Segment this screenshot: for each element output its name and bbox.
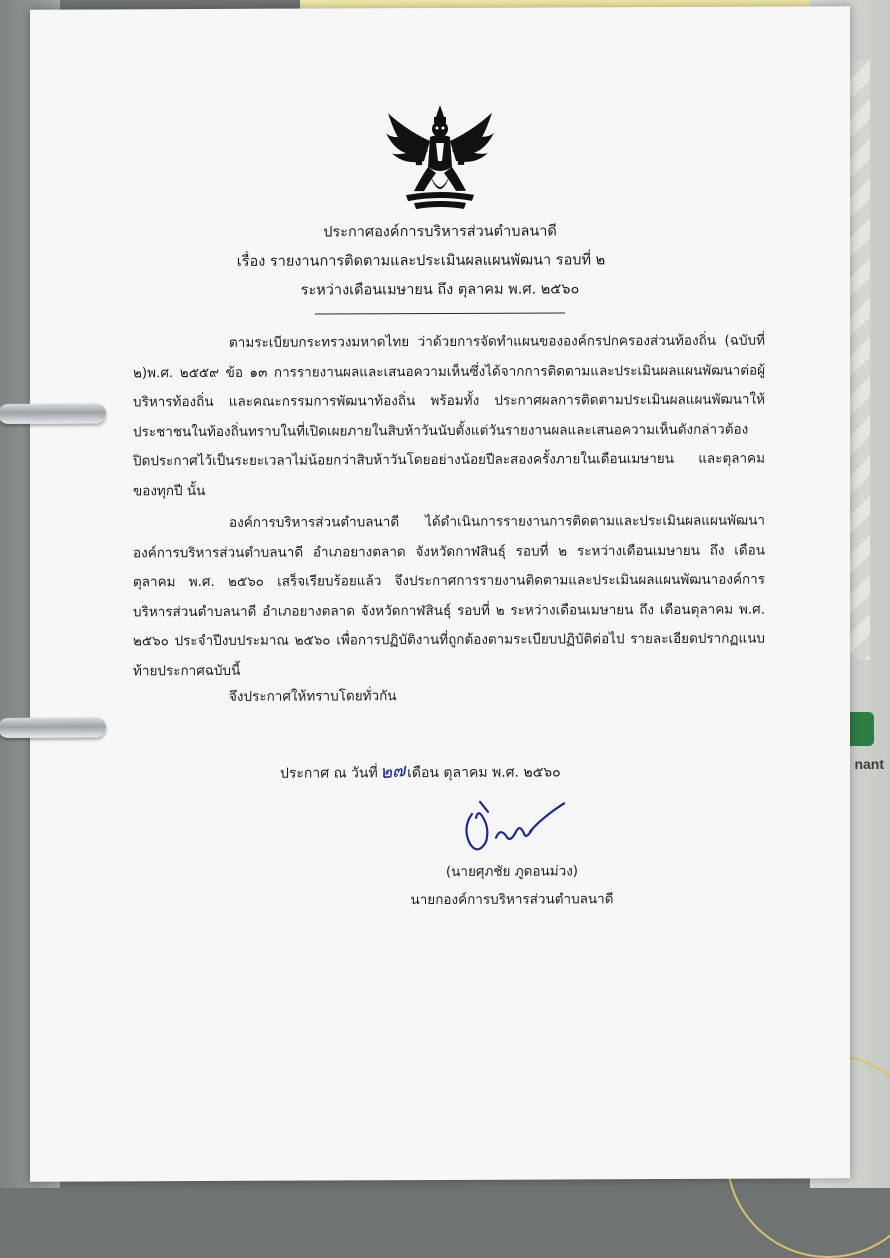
- binder-ring-bottom: [0, 717, 106, 737]
- date-day-handwritten: ๒๗: [378, 759, 407, 784]
- background-logo-icon: [846, 712, 874, 746]
- paragraph-2-text: องค์การบริหารส่วนตำบลนาดี ได้ดำเนินการรายงานการติดตามและประเมินผลแผนพัฒนาองค์การบริหารส่วนตำบลนาดี อำเภอยางตลาด จังหวัดกาฬสินธุ์ รอบที่ ๒ ระหว่างเดือนเมษายน ถึง เดือนตุลาคม พ.ศ. ๒๕๖๐ เสร็จเรียบร้อยแล้ว จึงประกาศการรายงานติดตามและประเมินผลแผนพัฒนาองค์การบริหารส่วนตำบลนาดี อำเภอยางตลาด จังหวัดกาฬสินธุ์ รอบที่ ๒ ระหว่างเดือนเมษายน ถึง เดือนตุลาคม พ.ศ. ๒๕๖๐ ประจำปีงบประมาณ ๒๕๖๐ เพื่อการปฏิบัติงานที่ถูกต้องตามระเบียบปฏิบัติต่อไป รายละเอียดปรากฏแนบท้ายประกาศฉบับนี้: [133, 512, 765, 679]
- background-stray-text: nant: [854, 756, 884, 772]
- heading-period: ระหว่างเดือนเมษายน ถึง ตุลาคม พ.ศ. ๒๕๖๐: [300, 281, 580, 299]
- heading-divider: [315, 312, 565, 314]
- binder-ring-top: [0, 403, 106, 423]
- document-sheet: [30, 6, 850, 1182]
- heading-issuer: ประกาศองค์การบริหารส่วนตำบลนาดี: [323, 223, 557, 241]
- body-paragraph-1: [133, 327, 765, 507]
- signatory-block: [392, 857, 632, 914]
- closing-statement: จึงประกาศให้ทราบโดยทั่วกัน: [229, 688, 397, 705]
- announcement-date: [280, 755, 561, 785]
- date-prefix: ประกาศ ณ วันที่: [280, 765, 378, 782]
- heading-subject: เรื่อง รายงานการติดตามและประเมินผลแผนพัฒนา รอบที่ ๒: [236, 252, 606, 270]
- garuda-emblem-icon: [384, 103, 496, 213]
- announcement-heading: [30, 216, 850, 316]
- paragraph-1-text: ตามระเบียบกระทรวงมหาดไทย ว่าด้วยการจัดทำแผนขององค์กรปกครองส่วนท้องถิ่น (ฉบับที่ ๒)พ.ศ. ๒๕๕๙ ข้อ ๑๓ การรายงานผลและเสนอความเห็นซึ่งได้จากการติดตามและประเมินผลแผนพัฒนาต่อผู้บริหารท้องถิ่น และคณะกรรมการพัฒนาท้องถิ่น พร้อมทั้ง ประกาศผลการติดตามประเมินผลแผนพัฒนาให้ประชาชนในท้องถิ่นทราบในที่เปิดเผยภายในสิบห้าวันนับตั้งแต่วันรายงานผลและเสนอความเห็นดังกล่าวต้องปิดประกาศไว้เป็นระยะเวลาไม่น้อยกว่าสิบห้าวันโดยอย่างน้อยปีละสองครั้งภายในเดือนเมษายน และตุลาคมของทุกปี นั้น: [133, 332, 765, 499]
- handwritten-signature: [460, 797, 570, 859]
- body-paragraph-2: [133, 507, 765, 687]
- date-suffix: เดือน ตุลาคม พ.ศ. ๒๕๖๐: [407, 764, 561, 782]
- signatory-title: นายกองค์การบริหารส่วนตำบลนาดี: [410, 891, 614, 909]
- signatory-name: (นายศุภชัย ภูดอนม่วง): [445, 863, 579, 880]
